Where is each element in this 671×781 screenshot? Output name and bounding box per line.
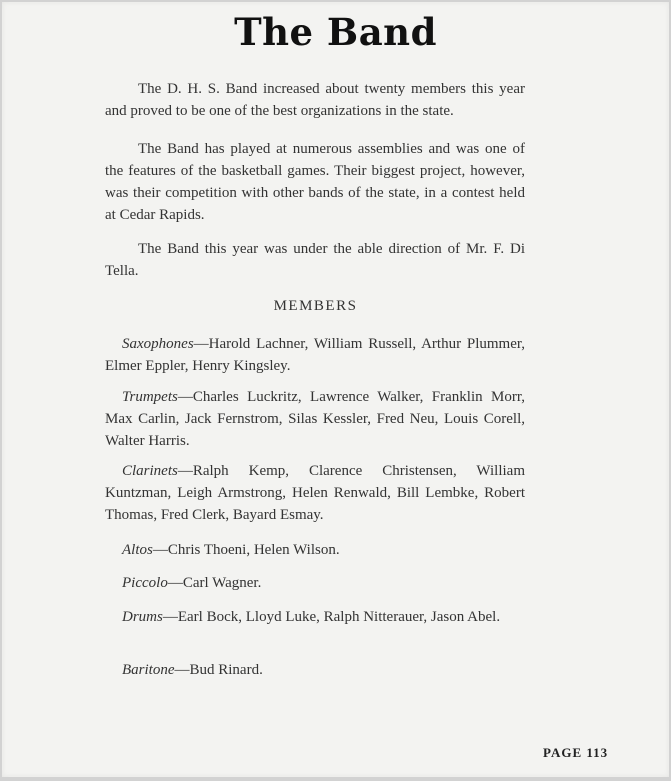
member-section-baritone [105,659,525,681]
member-names: Bud Rinard. [189,662,263,678]
member-names: Chris Thoeni, Helen Wilson. [167,542,340,558]
instrument-name: Drums [122,609,163,625]
dash: — [177,389,193,405]
instrument-name: Trumpets [122,389,178,405]
dash: — [167,575,183,591]
member-section-trumpets [105,386,525,452]
member-section-altos [105,539,525,561]
member-section-saxophones [105,333,525,377]
instrument-name: Baritone [122,662,175,678]
paragraph [105,78,525,122]
instrument-name: Altos [122,542,153,558]
member-names: Harold Lachner, William Russell, Arthur Plummer, Elmer Eppler, Henry Kingsley. [105,336,525,374]
member-names: Ralph Kemp, Clarence Christensen, William Kuntzman, Leigh Armstrong, Helen Renwald, Bill Lembke, Robert Thomas, Fred Clerk, Bayard Esmay. [105,463,525,523]
member-section-piccolo [105,572,525,594]
dash: — [162,609,178,625]
dash: — [193,336,209,352]
page-title: The Band [234,10,437,54]
paragraph-text: The Band this year was under the able direction of Mr. F. Di Tella. [105,241,525,279]
members-heading: MEMBERS [273,298,358,314]
paragraph [105,238,525,282]
member-names: Charles Luckritz, Lawrence Walker, Franklin Morr, Max Carlin, Jack Fernstrom, Silas Kessler, Fred Neu, Louis Corell, Walter Harris. [105,389,525,449]
paragraph-text: The D. H. S. Band increased about twenty members this year and proved to be one of the best organizations in the state. [105,81,525,119]
member-names: Carl Wagner. [182,575,262,591]
member-section-drums [105,606,525,628]
paragraph-text: The Band has played at numerous assemblies and was one of the features of the basketball games. Their biggest project, however, was their competition with other bands of the state, in a contest held at Cedar Rapids. [105,141,525,223]
instrument-name: Piccolo [122,575,168,591]
instrument-name: Saxophones [122,336,194,352]
dash: — [174,662,190,678]
dash: — [152,542,168,558]
dash: — [177,463,193,479]
member-names: Earl Bock, Lloyd Luke, Ralph Nitterauer, Jason Abel. [177,609,501,625]
document-page [2,2,669,777]
page-number: PAGE 113 [543,745,609,760]
member-section-clarinets [105,460,525,526]
instrument-name: Clarinets [122,463,178,479]
paragraph [105,138,525,226]
